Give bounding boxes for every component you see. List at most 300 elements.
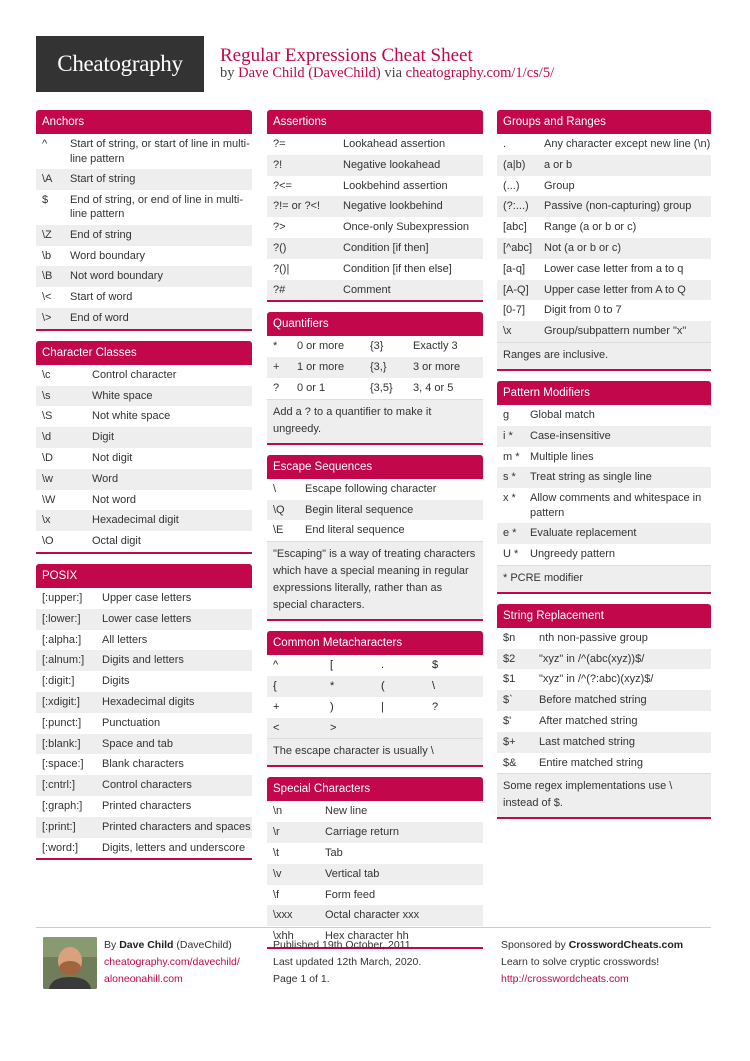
table-row xyxy=(267,822,483,843)
row-value: End literal sequence xyxy=(305,524,405,537)
table-row xyxy=(36,169,252,190)
row-value: Tab xyxy=(325,846,343,859)
table-row xyxy=(267,500,483,521)
table-row xyxy=(36,266,252,287)
section-title: Pattern Modifiers xyxy=(497,381,711,405)
row-key: \d xyxy=(42,431,52,444)
row-value: Not digit xyxy=(92,451,133,464)
row-value: Before matched string xyxy=(539,694,647,707)
row-value: Negative lookbehind xyxy=(343,200,443,213)
row-key: m * xyxy=(503,450,520,463)
row-key: s * xyxy=(503,471,516,484)
row-key: [:blank:] xyxy=(42,737,81,750)
table-row xyxy=(497,426,711,447)
row-key: $` xyxy=(503,694,513,707)
row-value: Condition [if then] xyxy=(343,241,429,254)
table-row xyxy=(497,669,711,690)
quantifiers-section xyxy=(267,312,483,444)
table-row xyxy=(36,308,252,329)
published-date: Published 19th October, 2011. xyxy=(273,939,414,951)
row-key: \f xyxy=(273,888,280,901)
row-key: \Q xyxy=(273,503,285,516)
table-row xyxy=(497,488,711,523)
row-value: Upper case letter from A to Q xyxy=(544,283,686,296)
section-title: Assertions xyxy=(267,110,483,134)
row-key: \< xyxy=(42,291,52,304)
quantifier-cell: Exactly 3 xyxy=(413,340,458,353)
byline-via: via xyxy=(384,65,403,81)
table-row xyxy=(267,176,483,197)
row-key: ?! xyxy=(273,158,283,171)
row-key: ^ xyxy=(42,138,48,150)
row-value: Space and tab xyxy=(102,737,173,750)
row-value: Begin literal sequence xyxy=(305,503,414,516)
row-value: Lookbehind assertion xyxy=(343,179,448,192)
metacharacter-cell: > xyxy=(330,721,337,734)
metacharacter-cell: { xyxy=(273,679,277,692)
row-value: a or b xyxy=(544,158,573,171)
row-key: \x xyxy=(42,514,51,527)
page-title: Regular Expressions Cheat Sheet xyxy=(220,45,473,66)
row-key: \v xyxy=(273,867,282,880)
byline-by: by xyxy=(220,65,235,81)
special-characters-section xyxy=(267,777,483,949)
row-key: \A xyxy=(42,173,53,185)
section-title: Anchors xyxy=(36,110,252,134)
row-key: [:graph:] xyxy=(42,799,83,812)
row-key: \t xyxy=(273,846,280,859)
table-row xyxy=(497,300,711,321)
row-key: U * xyxy=(503,547,519,560)
row-value: Ungreedy pattern xyxy=(530,547,615,560)
section-title: Common Metacharacters xyxy=(267,631,483,655)
row-key: \r xyxy=(273,826,280,839)
row-value: Digits and letters xyxy=(102,654,184,667)
table-row xyxy=(36,365,252,386)
table-row xyxy=(497,321,711,342)
quantifier-cell: {3,} xyxy=(370,361,387,374)
table-row xyxy=(497,259,711,280)
row-value: Printed characters xyxy=(102,799,192,812)
metacharacter-cell: | xyxy=(381,700,384,713)
table-row xyxy=(497,447,711,468)
table-row xyxy=(267,655,483,676)
row-key: ?()| xyxy=(273,262,290,275)
row-key: $1 xyxy=(503,673,516,686)
row-key: \n xyxy=(273,805,283,818)
row-value: Passive (non-capturing) group xyxy=(544,200,692,213)
row-value: Group/subpattern number "x" xyxy=(544,325,687,338)
row-key: ?# xyxy=(273,283,286,296)
row-value: Evaluate replacement xyxy=(530,527,637,540)
row-value: Once-only Subexpression xyxy=(343,221,469,234)
author-link[interactable]: Dave Child (DaveChild) xyxy=(238,65,381,81)
row-value: Word xyxy=(92,472,119,485)
section-title: Groups and Ranges xyxy=(497,110,711,134)
row-key: [:xdigit:] xyxy=(42,695,80,708)
row-key: \S xyxy=(42,410,53,423)
metacharacter-cell: $ xyxy=(432,659,439,672)
page-number: Page 1 of 1. xyxy=(273,973,330,985)
table-row xyxy=(267,259,483,280)
section-title: Character Classes xyxy=(36,341,252,365)
footer-author-handle: (DaveChild) xyxy=(176,939,232,951)
metacharacter-cell: \ xyxy=(432,679,436,692)
row-key: \W xyxy=(42,493,56,506)
metacharacter-cell: + xyxy=(273,700,280,713)
table-row xyxy=(36,134,252,169)
posix-section xyxy=(36,564,252,860)
metacharacter-cell: ) xyxy=(330,700,334,713)
table-row xyxy=(36,817,252,838)
table-row xyxy=(36,490,252,511)
table-row xyxy=(36,246,252,267)
row-key: (?:...) xyxy=(503,200,529,213)
row-key: [:digit:] xyxy=(42,675,75,688)
row-key: [:word:] xyxy=(42,841,79,854)
row-value: Lower case letter from a to q xyxy=(544,262,684,275)
row-value: Carriage return xyxy=(325,826,399,839)
footer-sponsor xyxy=(501,937,683,988)
row-value: Lower case letters xyxy=(102,612,192,625)
column-2 xyxy=(267,110,483,959)
row-value: Start of word xyxy=(70,291,133,304)
row-key: \D xyxy=(42,451,53,464)
table-row xyxy=(36,448,252,469)
row-value: Entire matched string xyxy=(539,756,643,769)
row-value: Not word xyxy=(92,493,137,506)
row-value: Condition [if then else] xyxy=(343,262,452,275)
logo-text: Cheatography xyxy=(57,51,183,76)
table-row xyxy=(497,690,711,711)
section-note: Add a ? to a quantifier to make it ungreedy. xyxy=(267,399,483,443)
common-metacharacters-section xyxy=(267,631,483,767)
row-key: ?> xyxy=(273,221,286,234)
table-row xyxy=(36,754,252,775)
quantifier-cell: 3, 4 or 5 xyxy=(413,381,454,394)
row-key: [:cntrl:] xyxy=(42,779,76,792)
row-key: \E xyxy=(273,524,284,537)
row-value: Not word boundary xyxy=(70,270,163,283)
quantifier-cell: * xyxy=(273,340,278,353)
table-row xyxy=(36,469,252,490)
row-key: [A-Q] xyxy=(503,283,529,296)
section-title: Special Characters xyxy=(267,777,483,801)
sponsor-name[interactable]: CrosswordCheats.com xyxy=(568,939,684,951)
row-value: Lookahead assertion xyxy=(343,138,446,150)
row-key: \b xyxy=(42,249,52,262)
row-value: Not (a or b or c) xyxy=(544,241,622,254)
sheet-url-link[interactable]: cheatography.com/1/cs/5/ xyxy=(405,65,555,81)
assertions-section xyxy=(267,110,483,302)
row-value: End of string xyxy=(70,228,132,241)
row-key: . xyxy=(503,138,507,150)
table-row xyxy=(267,357,483,378)
row-value: Control character xyxy=(92,368,177,381)
row-value: Printed characters and spaces xyxy=(102,820,251,833)
section-note: Some regex implementations use \ instead of $. xyxy=(497,773,711,817)
quantifier-cell: + xyxy=(273,361,280,374)
row-key: i * xyxy=(503,429,513,442)
row-value: Multiple lines xyxy=(530,450,594,463)
footer xyxy=(36,927,711,997)
row-key: (a|b) xyxy=(503,158,526,171)
section-note: The escape character is usually \ xyxy=(267,738,483,765)
row-key: [:space:] xyxy=(42,758,84,771)
author-website-link[interactable]: aloneonahill.com xyxy=(104,973,183,985)
section-title: Escape Sequences xyxy=(267,455,483,479)
column-3 xyxy=(497,110,711,829)
row-key: \x xyxy=(503,325,512,338)
table-row xyxy=(497,732,711,753)
row-value: Hexadecimal digits xyxy=(102,695,195,708)
row-key: $ xyxy=(42,193,49,206)
metacharacter-cell: [ xyxy=(330,659,334,672)
quantifier-cell: {3,5} xyxy=(370,381,393,394)
table-row xyxy=(497,155,711,176)
table-row xyxy=(267,843,483,864)
row-value: All letters xyxy=(102,633,148,646)
character-classes-section xyxy=(36,341,252,554)
row-value: End of string, or end of line in multi-line pattern xyxy=(70,193,244,221)
row-value: Digits xyxy=(102,675,130,688)
table-row xyxy=(36,427,252,448)
section-title: String Replacement xyxy=(497,604,711,628)
row-key: ?<= xyxy=(273,179,292,192)
table-row xyxy=(497,134,711,155)
metacharacter-cell: ( xyxy=(381,679,385,692)
table-row xyxy=(36,671,252,692)
metacharacter-cell: . xyxy=(381,659,385,672)
row-key: \B xyxy=(42,270,53,283)
table-row xyxy=(36,287,252,308)
groups-and-ranges-section xyxy=(497,110,711,371)
row-value: Hexadecimal digit xyxy=(92,514,179,527)
row-key: [abc] xyxy=(503,221,527,234)
row-value: After matched string xyxy=(539,714,638,727)
row-key: [0-7] xyxy=(503,304,526,317)
row-key: \xhh xyxy=(273,930,294,943)
row-key: $2 xyxy=(503,652,516,665)
author-avatar[interactable] xyxy=(43,937,97,989)
author-profile-link[interactable]: cheatography.com/davechild/ xyxy=(104,956,240,968)
row-key: [:alnum:] xyxy=(42,654,85,667)
metacharacter-cell xyxy=(432,721,472,736)
table-row xyxy=(267,378,483,399)
row-value: Octal character xxx xyxy=(325,909,420,922)
sponsored-by: Sponsored by xyxy=(501,939,566,951)
row-key: [a-q] xyxy=(503,262,526,275)
table-row xyxy=(36,650,252,671)
updated-date: Last updated 12th March, 2020. xyxy=(273,956,422,968)
table-row xyxy=(267,718,483,739)
table-row xyxy=(497,523,711,544)
table-row xyxy=(36,531,252,552)
table-row xyxy=(267,238,483,259)
row-value: Digits, letters and underscore xyxy=(102,841,246,854)
table-row xyxy=(497,238,711,259)
table-row xyxy=(267,134,483,155)
quantifier-cell: 0 or more xyxy=(297,340,345,353)
byline xyxy=(220,65,554,82)
table-row xyxy=(497,544,711,565)
row-key: ?!= or ?<! xyxy=(273,200,321,213)
string-replacement-section xyxy=(497,604,711,820)
section-title: Quantifiers xyxy=(267,312,483,336)
table-row xyxy=(36,225,252,246)
row-key: \w xyxy=(42,472,53,485)
cheatography-logo[interactable] xyxy=(36,36,204,92)
metacharacter-cell: ? xyxy=(432,700,439,713)
table-row xyxy=(497,176,711,197)
row-value: Digit xyxy=(92,431,115,444)
table-row xyxy=(497,628,711,649)
section-title: POSIX xyxy=(36,564,252,588)
row-key: [:print:] xyxy=(42,820,76,833)
row-value: Punctuation xyxy=(102,716,161,729)
table-row xyxy=(267,479,483,500)
row-value: Any character except new line (\n) xyxy=(544,138,711,150)
row-key: [:punct:] xyxy=(42,716,82,729)
table-row xyxy=(267,676,483,697)
sponsor-tagline: Learn to solve cryptic crosswords! xyxy=(501,956,660,968)
table-row xyxy=(497,753,711,774)
metacharacter-cell: ^ xyxy=(273,659,279,672)
row-value: Octal digit xyxy=(92,535,141,548)
section-note: Ranges are inclusive. xyxy=(497,342,711,369)
row-value: Group xyxy=(544,179,575,192)
table-row xyxy=(267,196,483,217)
row-key: g xyxy=(503,408,510,421)
table-row xyxy=(267,280,483,301)
quantifier-cell: {3} xyxy=(370,340,384,353)
sponsor-link[interactable]: http://crosswordcheats.com xyxy=(501,973,629,985)
table-row xyxy=(267,155,483,176)
row-value: New line xyxy=(325,805,368,818)
row-key: ?= xyxy=(273,138,286,150)
row-value: Start of string, or start of line in multi-line pattern xyxy=(70,138,250,165)
footer-author xyxy=(104,937,240,988)
table-row xyxy=(497,649,711,670)
row-value: White space xyxy=(92,389,153,402)
table-row xyxy=(36,609,252,630)
row-key: x * xyxy=(503,492,516,505)
row-key: \xxx xyxy=(273,909,293,922)
row-key: [^abc] xyxy=(503,241,533,254)
row-value: nth non-passive group xyxy=(539,631,648,644)
quantifier-cell: ? xyxy=(273,381,280,394)
row-value: Hex character hh xyxy=(325,930,409,943)
row-key: \c xyxy=(42,368,51,381)
row-value: Vertical tab xyxy=(325,867,380,880)
table-row xyxy=(36,190,252,225)
row-value: Range (a or b or c) xyxy=(544,221,637,234)
table-row xyxy=(36,713,252,734)
table-row xyxy=(497,711,711,732)
section-note: * PCRE modifier xyxy=(497,565,711,592)
table-row xyxy=(267,697,483,718)
table-row xyxy=(36,775,252,796)
footer-publish-info xyxy=(273,937,421,988)
row-key: [:lower:] xyxy=(42,612,81,625)
row-value: Start of string xyxy=(70,173,136,185)
row-value: Global match xyxy=(530,408,595,421)
table-row xyxy=(36,510,252,531)
table-row xyxy=(36,838,252,859)
row-key: \s xyxy=(42,389,51,402)
table-row xyxy=(497,196,711,217)
row-key: \Z xyxy=(42,228,52,241)
row-key: \> xyxy=(42,311,52,324)
row-key: $' xyxy=(503,714,512,727)
footer-author-name: Dave Child xyxy=(119,939,174,951)
row-key: \O xyxy=(42,535,54,548)
row-key: ?() xyxy=(273,241,287,254)
table-row xyxy=(267,520,483,541)
row-value: Escape following character xyxy=(305,482,437,495)
table-row xyxy=(36,630,252,651)
row-value: Not white space xyxy=(92,410,171,423)
row-value: Word boundary xyxy=(70,249,146,262)
quantifier-cell: 1 or more xyxy=(297,361,345,374)
row-value: Case-insensitive xyxy=(530,429,611,442)
row-key: (...) xyxy=(503,179,520,192)
table-row xyxy=(36,734,252,755)
table-row xyxy=(36,406,252,427)
table-row xyxy=(497,280,711,301)
table-row xyxy=(267,885,483,906)
footer-by: By xyxy=(104,939,117,951)
metacharacter-cell xyxy=(381,721,432,736)
anchors-section xyxy=(36,110,252,331)
quantifier-cell: 3 or more xyxy=(413,361,461,374)
row-value: Treat string as single line xyxy=(530,471,652,484)
row-value: Blank characters xyxy=(102,758,184,771)
column-1 xyxy=(36,110,252,870)
row-key: e * xyxy=(503,527,517,540)
escape-sequences-section xyxy=(267,455,483,621)
pattern-modifiers-section xyxy=(497,381,711,594)
row-key: [:alpha:] xyxy=(42,633,82,646)
table-row xyxy=(267,217,483,238)
row-value: Allow comments and whitespace in pattern xyxy=(530,492,702,519)
table-row xyxy=(497,217,711,238)
table-row xyxy=(36,386,252,407)
metacharacter-cell: * xyxy=(330,679,335,692)
section-note: "Escaping" is a way of treating characters which have a special meaning in regular expressions literally, rather than as special characters. xyxy=(267,541,483,619)
row-value: Control characters xyxy=(102,779,192,792)
avatar-photo-icon xyxy=(43,937,97,989)
row-key: [:upper:] xyxy=(42,591,83,604)
row-key: $+ xyxy=(503,735,516,748)
row-value: End of word xyxy=(70,311,129,324)
row-value: Form feed xyxy=(325,888,376,901)
row-value: "xyz" in /^(abc(xyz))$/ xyxy=(539,652,645,665)
row-value: Digit from 0 to 7 xyxy=(544,304,622,317)
row-key: $n xyxy=(503,631,516,644)
quantifier-cell: 0 or 1 xyxy=(297,381,326,394)
table-row xyxy=(497,467,711,488)
table-row xyxy=(267,336,483,357)
table-row xyxy=(36,692,252,713)
metacharacter-cell: < xyxy=(273,721,280,734)
table-row xyxy=(267,905,483,926)
table-row xyxy=(497,405,711,426)
table-row xyxy=(36,796,252,817)
row-key: \ xyxy=(273,482,277,495)
row-value: Negative lookahead xyxy=(343,158,441,171)
row-value: Comment xyxy=(343,283,391,296)
